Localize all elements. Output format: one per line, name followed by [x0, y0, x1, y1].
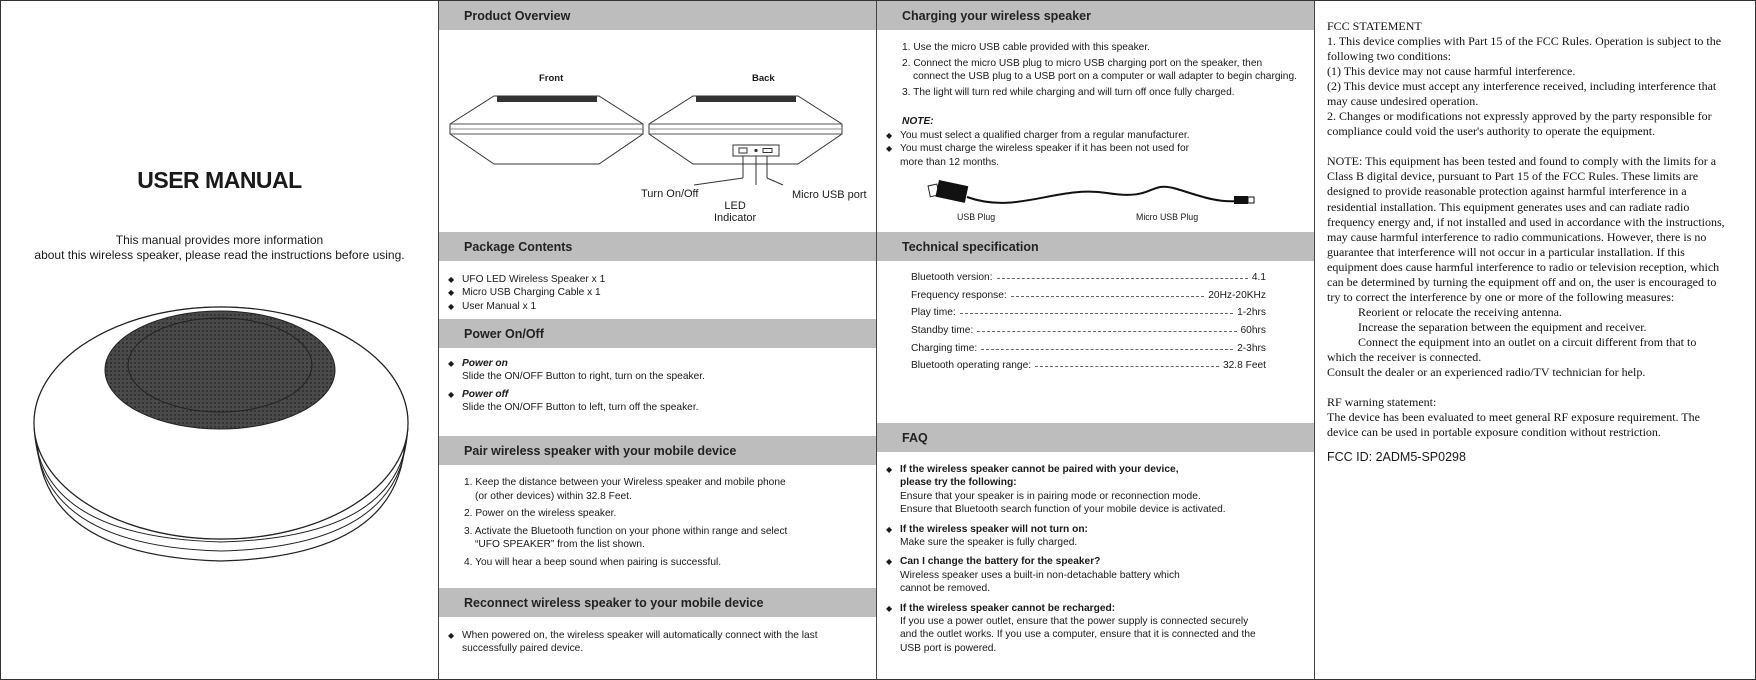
spec-row — [877, 304, 1314, 322]
charging-step-1: 1. Use the micro USB cable provided with this speaker. — [902, 42, 1151, 53]
spec-value: 60hrs — [1240, 325, 1266, 337]
faq-answer-1a: Ensure that your speaker is in pairing mode or reconnection mode. — [900, 490, 1201, 502]
fcc-note-line: frequency energy and, if not installed and used in accordance with the instructions, — [1327, 214, 1725, 229]
power-on-item — [439, 357, 876, 384]
fcc-note-line: designed to provide reasonable protection against harmful interference in a — [1327, 184, 1687, 199]
rf-line: device can be used in portable exposure condition without restriction. — [1327, 425, 1661, 440]
pair-step-2: 2. Power on the wireless speaker. — [464, 508, 617, 520]
usb-cable-illustration — [877, 175, 1315, 215]
spec-row — [877, 339, 1314, 357]
faq-item — [877, 555, 1314, 595]
faq-item — [877, 602, 1314, 656]
fcc-line: compliance could void the user's authority to operate the equipment. — [1327, 124, 1656, 139]
pair-heading: Pair wireless speaker with your mobile device — [439, 436, 876, 465]
reconnect-text-a: ◆ When powered on, the wireless speaker will automatically connect with the last — [462, 630, 818, 641]
faq-answer-4c: USB port is powered. — [900, 642, 997, 654]
power-heading: Power On/Off — [439, 319, 876, 348]
power-list — [439, 357, 876, 415]
faq-answer-3b: cannot be removed. — [900, 583, 991, 595]
charging-note-2a: ◆ You must charge the wireless speaker if it has been not used for — [900, 143, 1189, 155]
spec-label: Frequency response: — [911, 289, 1007, 301]
power-on-text: Slide the ON/OFF Button to right, turn on the speaker. — [462, 371, 705, 383]
fcc-id: FCC ID: 2ADM5-SP0298 — [1327, 450, 1466, 464]
fcc-title: FCC STATEMENT — [1327, 19, 1422, 33]
reconnect-text-b: successfully paired device. — [462, 643, 584, 655]
faq-section — [877, 452, 1314, 655]
spec-row — [877, 322, 1314, 340]
package-contents-heading: Package Contents — [439, 232, 876, 261]
panel-overview — [439, 1, 877, 679]
faq-answer-3a: Wireless speaker uses a built-in non-detachable battery which — [900, 569, 1180, 581]
rf-title: RF warning statement: — [1327, 395, 1437, 410]
faq-question-2: ◆ If the wireless speaker will not turn on: — [900, 523, 1088, 535]
package-item: ◆ Micro USB Charging Cable x 1 — [439, 286, 876, 299]
pair-step-1a: 1. Keep the distance between your Wireless speaker and mobile phone — [464, 477, 786, 488]
faq-question-1b: please try the following: — [900, 477, 1017, 489]
speaker-front-back-diagram — [439, 30, 877, 232]
rf-line: The device has been evaluated to meet general RF exposure requirement. The — [1327, 410, 1700, 425]
fcc-note-line: can be determined by turning the equipment off and on, the user is encouraged to — [1327, 274, 1717, 289]
pair-step-4: 4. You will hear a beep sound when pairing is successful. — [464, 556, 722, 568]
spec-row — [877, 287, 1314, 305]
spec-value: 1-2hrs — [1237, 307, 1266, 319]
faq-answer-2: Make sure the speaker is fully charged. — [900, 537, 1078, 549]
spec-row — [877, 357, 1314, 375]
charging-step-2b: connect the USB plug to a USB port on a computer or wall adapter to begin charging. — [913, 71, 1297, 83]
charging-note-2 — [877, 142, 1314, 169]
charging-heading: Charging your wireless speaker — [877, 1, 1314, 30]
charging-note-list — [877, 129, 1314, 169]
faq-question-1a: ◆ If the wireless speaker cannot be paired with your device, — [900, 464, 1179, 475]
package-contents-section — [439, 261, 876, 319]
package-item: ◆ UFO LED Wireless Speaker x 1 — [439, 273, 876, 286]
pair-step-3a: 3. Activate the Bluetooth function on your phone within range and select — [464, 525, 788, 537]
package-list — [439, 273, 876, 313]
micro-usb-plug-label: Micro USB Plug — [1136, 212, 1199, 222]
speaker-illustration — [1, 301, 439, 571]
faq-list — [877, 463, 1314, 655]
intro-text-line-1: This manual provides more information — [115, 233, 324, 247]
fcc-measure-cont: which the receiver is connected. — [1327, 349, 1482, 364]
charging-section — [877, 30, 1314, 232]
faq-answer-1b: Ensure that Bluetooth search function of your mobile device is activated. — [900, 504, 1226, 516]
tech-spec-heading: Technical specification — [877, 232, 1314, 261]
reconnect-item — [439, 629, 876, 656]
led-label-line-2: Indicator — [714, 212, 757, 224]
charging-note-1: ◆ You must select a qualified charger from a regular manufacturer. — [877, 129, 1314, 142]
led-indicator-label — [714, 200, 756, 224]
fcc-line: (2) This device must accept any interference received, including interference that — [1327, 79, 1717, 94]
fcc-note-line: try to correct the interference by one or more of the following measures: — [1327, 289, 1675, 304]
panel-charging — [877, 1, 1315, 679]
faq-item — [877, 523, 1314, 550]
manual-title: USER MANUAL — [137, 167, 302, 193]
spec-row — [877, 269, 1314, 287]
fcc-line: 1. This device complies with Part 15 of the FCC Rules. Operation is subject to the — [1327, 34, 1722, 49]
charging-note-label: NOTE: — [902, 116, 934, 128]
pair-section — [439, 465, 876, 588]
charging-step-3: 3. The light will turn red while charging and will turn off once fully charged. — [902, 86, 1235, 98]
product-overview-section — [439, 30, 876, 232]
fcc-note-line: NOTE: This equipment has been tested and found to comply with the limits for a — [1327, 154, 1717, 169]
fcc-consult: Consult the dealer or an experienced radio/TV technician for help. — [1327, 365, 1646, 380]
usb-plug-label: USB Plug — [957, 212, 996, 222]
panel-fcc — [1315, 1, 1755, 679]
fcc-line: may cause undesired operation. — [1327, 94, 1479, 109]
spec-label: Play time: — [911, 307, 956, 319]
reconnect-heading: Reconnect wireless speaker to your mobile device — [439, 588, 876, 617]
fcc-note-line: may cause harmful interference to radio communications. However, there is no — [1327, 229, 1707, 244]
fcc-measure: Connect the equipment into an outlet on a circuit different from that to — [1358, 334, 1697, 349]
faq-question-3: ◆ Can I change the battery for the speaker? — [900, 556, 1101, 568]
fcc-statement — [1315, 1, 1755, 440]
micro-usb-port-label: Micro USB port — [792, 189, 867, 201]
led-label-line-1: LED — [724, 200, 746, 212]
reconnect-section — [439, 617, 876, 656]
power-section — [439, 348, 876, 436]
spec-label: Standby time: — [911, 325, 974, 337]
package-item: ◆ User Manual x 1 — [439, 300, 876, 313]
fcc-note-line: equipment does cause harmful interference to radio or television reception, which — [1327, 259, 1720, 274]
spec-label: Bluetooth operating range: — [911, 360, 1032, 372]
power-off-title: ◆ Power off — [462, 388, 509, 400]
spec-label: Charging time: — [911, 342, 978, 354]
fcc-note-line: Class B digital device, pursuant to Part 15 of the FCC Rules. These limits are — [1327, 169, 1699, 184]
faq-heading: FAQ — [877, 423, 1314, 452]
fcc-measure: Increase the separation between the equipment and receiver. — [1358, 319, 1647, 334]
power-off-item — [439, 388, 876, 415]
tech-spec-section — [877, 261, 1314, 423]
back-label: Back — [752, 73, 775, 84]
faq-question-4: ◆ If the wireless speaker cannot be recharged: — [900, 602, 1116, 614]
spec-label: Bluetooth version: — [911, 272, 993, 284]
cover-panel — [1, 1, 439, 679]
fcc-line: following two conditions: — [1327, 49, 1451, 64]
turn-on-off-label: Turn On/Off — [641, 188, 699, 200]
spec-value: 4.1 — [1251, 272, 1266, 284]
faq-item — [877, 463, 1314, 517]
power-off-text: Slide the ON/OFF Button to left, turn off the speaker. — [462, 402, 699, 414]
spec-value: 32.8 Feet — [1222, 360, 1266, 372]
fcc-measure: Reorient or relocate the receiving antenna. — [1358, 304, 1562, 319]
faq-answer-4b: and the outlet works. If you use a computer, ensure that it is connected and the — [900, 629, 1256, 641]
spec-value: 2-3hrs — [1237, 342, 1266, 354]
pair-step-1b: (or other devices) within 32.8 Feet. — [475, 490, 632, 502]
fcc-line: (1) This device may not cause harmful interference. — [1327, 64, 1576, 79]
reconnect-list — [439, 629, 876, 656]
fcc-note-line: residential installation. This equipment generates uses and can radiate radio — [1327, 199, 1690, 214]
speaker-back-view — [649, 96, 842, 185]
pair-step-3b: “UFO SPEAKER” from the list shown. — [475, 539, 645, 551]
front-label: Front — [539, 73, 564, 84]
charging-note-2b: more than 12 months. — [900, 156, 1000, 168]
intro-text-line-2: about this wireless speaker, please read the instructions before using. — [34, 248, 405, 262]
speaker-front-view — [450, 96, 643, 164]
power-on-title: ◆ Power on — [462, 358, 508, 369]
spec-value: 20Hz-20KHz — [1208, 289, 1266, 301]
charging-step-2a: 2. Connect the micro USB plug to micro USB charging port on the speaker, then — [902, 57, 1263, 69]
fcc-line: 2. Changes or modifications not expressly approved by the party responsible for — [1327, 109, 1712, 124]
fcc-note-line: guarantee that interference will not occur in a particular installation. If this — [1327, 244, 1685, 259]
faq-answer-4a: If you use a power outlet, ensure that the power supply is connected securely — [900, 616, 1249, 628]
product-overview-heading: Product Overview — [439, 1, 876, 30]
